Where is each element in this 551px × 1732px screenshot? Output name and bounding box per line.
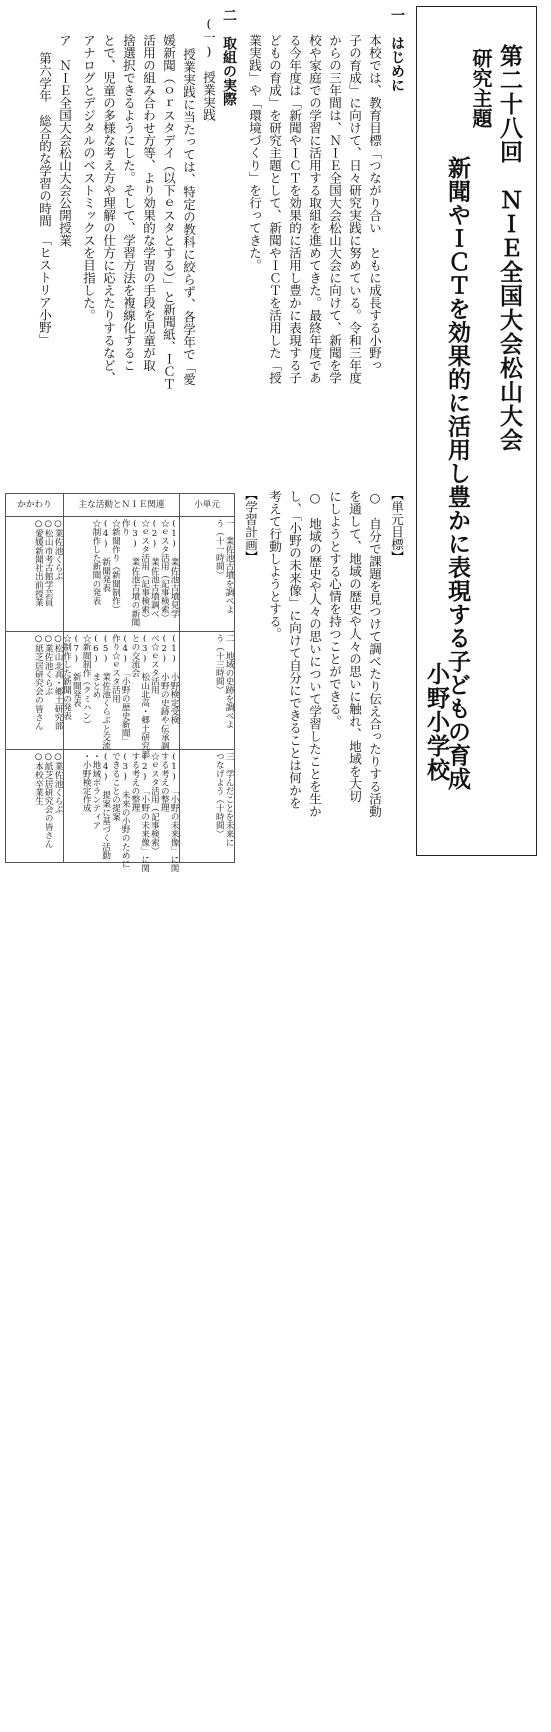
header-relation: かかわり: [6, 494, 64, 517]
practice-item-a: ア ＮＩＥ全国大会松山大会公開授業: [57, 34, 73, 247]
goal-line-4: ○ 地域の歴史や人々の思いについて学習したことを生か: [307, 490, 323, 818]
activities-cell: (1) 「小野の未来像」に関 する考えの整理 ☆ｅスタ活用（記事検索） (2) 「小野の未来像」に関 する考えの整理 (3) 未来の小野のために できることの提案 (4) 提案に基づく活動 ・地域ボランティア ・小野検定作成: [64, 750, 180, 863]
goal-line-5: し、「小野の未来像」に向けて自分にできることは何かを: [287, 490, 303, 809]
practice-line-4: 捨選択できるようにした。そして、学習方法を複線化するこ: [121, 34, 137, 372]
intro-line-2: 子の育成」に向けて、日々研究実践に努めている。令和三年度: [347, 34, 363, 384]
learning-plan-table: [5, 493, 235, 873]
practice-line-3: 活用の組み合わせ方等、より効果的な学習の手段を児童が取: [141, 34, 157, 372]
unit-cell: 一 業佐池古墳を調べよ う（十一時間）: [180, 517, 235, 632]
relation-cell: ○業佐池くらぶ ○紙芝居研究会の皆さん ○本校卒業生: [6, 750, 64, 863]
practice-line-2: 媛新聞（ｏｒスタデイ（以下ｅスタとする）」と新聞紙、ＩＣＴ: [161, 34, 177, 391]
practice-line-5: とで、児童の多様な考え方や理解の仕方に応えたりするなど、: [101, 34, 117, 384]
unit-cell: 三 学んだことを未来に つなげよう（十時間）: [180, 750, 235, 863]
plan-heading: 【学習計画】: [243, 488, 259, 563]
activities-cell: (1) 業佐池古墳見学 ☆ｅスタ活用（記事検索） (2) 業佐池古墳調べ ☆ｅスタ活用（記事検索） (3) 業佐池古墳の新聞 作り ☆新聞作り（新聞制作） (4) 新聞発表 ☆制作した新聞の発表: [64, 517, 180, 632]
unit-cell: 二 地域の史跡を調べよ う（十三時間）: [180, 632, 235, 750]
goal-line-1: ○ 自分で課題を見つけて調べたり伝え合ったりする活動: [367, 490, 383, 818]
intro-line-1: 本校では、教育目標「つながり合い ともに成長する小野っ: [367, 34, 383, 372]
practice-subheading: (一) 授業実践: [201, 16, 217, 121]
research-theme-label: 研究主題: [469, 48, 493, 128]
school-name: 小野小学校: [423, 662, 449, 782]
practice-line-1: 授業実践に当たっては、特定の教科に絞らず、各学年で「愛: [181, 48, 197, 386]
table-row: [6, 517, 235, 632]
practice-heading: 二 取組の実際: [221, 8, 237, 106]
intro-line-4: 校や家庭での学習に活用する取組を進めてきた。最終年度であ: [307, 34, 323, 384]
goal-heading: 【単元目標】: [389, 488, 405, 563]
goal-line-2: を通して、地域の歴史や人々の思いに触れ、地域を大切: [347, 490, 363, 803]
table-header-row: [6, 494, 235, 517]
relation-cell: ○業佐池くらぶ ○松山市考古館学芸員 ○愛媛新聞社出前授業: [6, 517, 64, 632]
conference-title: 第二十八回 ＮＩＥ全国大会松山大会: [496, 44, 522, 452]
goal-line-3: にしようとする心情を持つことができる。: [327, 490, 343, 728]
header-activities: 主な活動とＮＩＥ関連: [64, 494, 180, 517]
relation-cell: ○松山北高・郷土研究部 ○業佐池くらぶ ○紙芝居研究会の皆さん: [6, 632, 64, 750]
header-unit: 小単元: [180, 494, 235, 517]
activities-cell: (1) 小野検定受検 (2) 小野の史跡や伝承調 べ☆ｅスタ活用 (3) 松山北高・郷土研究部 との交流会 (4) 「小野の歴史新聞」 作り☆ｅスタ活用 (5) 業佐池くらぶと交流 (6) まとめ ☆新聞制作（クミハン） (7) 新聞発表 ☆制作した新聞の発表: [64, 632, 180, 750]
intro-line-5: る今年度は「新聞やＩＣＴを効果的に活用し豊かに表現する子: [287, 34, 303, 384]
table-row: [6, 750, 235, 863]
table-row: [6, 632, 235, 750]
intro-line-3: からの三年間は、ＮＩＥ全国大会松山大会に向けて、新聞を学: [327, 34, 343, 384]
practice-line-6: アナログとデジタルのベストミックスを目指した。: [81, 34, 97, 322]
intro-line-6: どもの育成」を研究主題として、新聞やＩＣＴを活用した「授: [267, 34, 283, 384]
research-theme: 新聞やＩＣＴを効果的に活用し豊かに表現する子どもの育成: [444, 156, 470, 791]
goal-line-6: 考えて行動しようとする。: [267, 490, 283, 640]
intro-line-7: 業実践」や「環境づくり」を行ってきた。: [247, 34, 263, 272]
intro-heading: 一 はじめに: [389, 8, 405, 92]
practice-item-a-detail: 第六学年 総合的な学習の時間 「ヒストリア小野」: [37, 52, 53, 346]
